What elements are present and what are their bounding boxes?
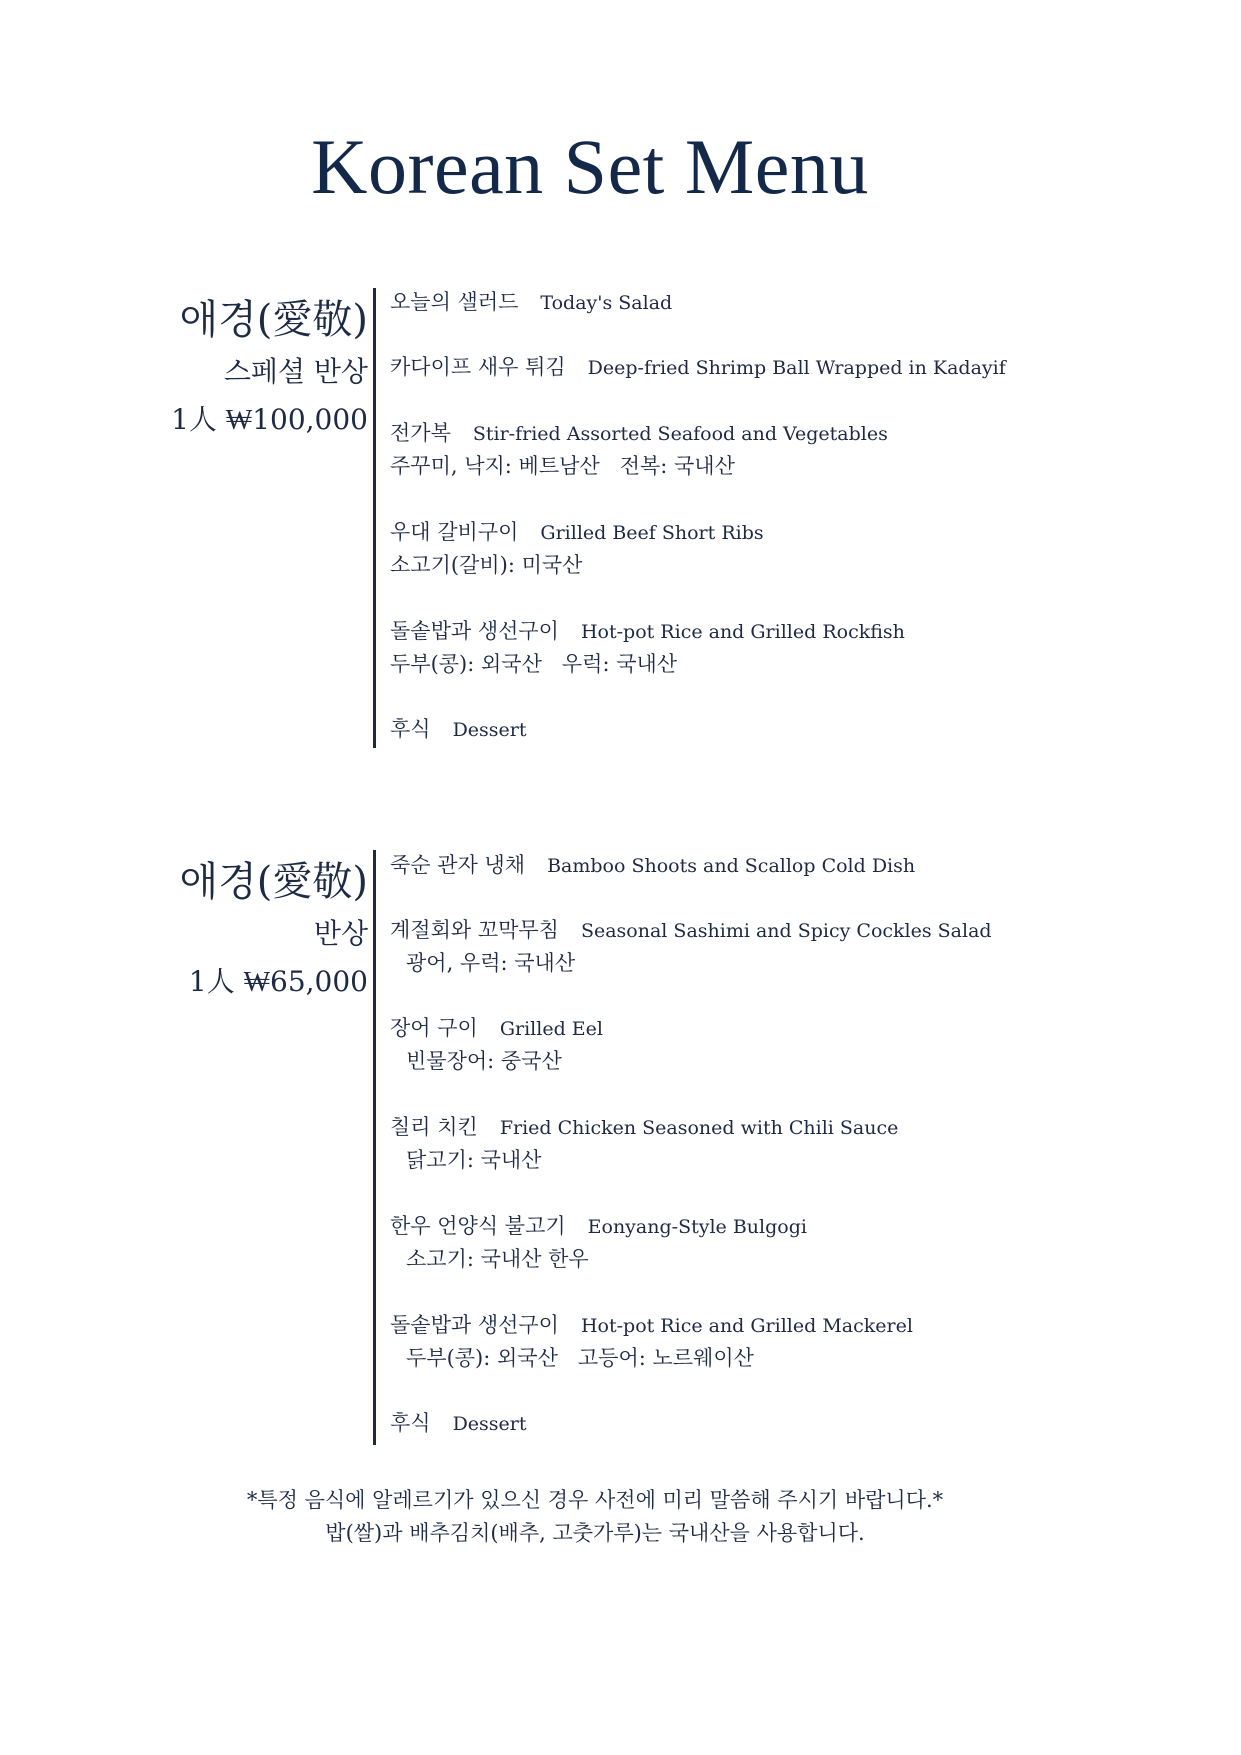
item-korean: 칠리 치킨 (390, 1115, 478, 1139)
menu-item (390, 918, 992, 976)
item-origin: 광어, 우럭: 국내산 (406, 951, 576, 976)
item-korean: 계절회와 꼬막무침 (390, 918, 559, 942)
set-price: 1人 ₩65,000 (188, 965, 368, 998)
menu-item (390, 355, 1006, 380)
item-english: Today's Salad (540, 292, 673, 314)
item-korean: 돌솥밥과 생선구이 (390, 619, 559, 643)
menu-item (390, 853, 915, 878)
item-english: Bamboo Shoots and Scallop Cold Dish (547, 855, 916, 877)
item-korean: 카다이프 새우 튀김 (390, 355, 566, 379)
item-english: Dessert (452, 719, 527, 741)
menu-item (390, 1411, 527, 1436)
menu-item (390, 1214, 807, 1272)
item-origin: 주꾸미, 낙지: 베트남산 전복: 국내산 (390, 454, 735, 479)
item-korean: 한우 언양식 불고기 (390, 1214, 566, 1238)
section-divider (373, 850, 376, 1445)
menu-item (390, 421, 888, 479)
set-header (130, 297, 368, 436)
set-subtitle: 반상 (313, 917, 368, 950)
menu-item (390, 1115, 898, 1173)
menu-item (390, 619, 905, 677)
allergy-notice: *특정 음식에 알레르기가 있으신 경우 사전에 미리 말씀해 주시기 바랍니다.* (246, 1488, 944, 1512)
item-origin: 소고기(갈비): 미국산 (390, 553, 583, 578)
menu-item (390, 1016, 603, 1074)
item-english: Hot-pot Rice and Grilled Mackerel (580, 1315, 913, 1337)
item-korean: 전가복 (390, 421, 451, 445)
item-origin: 닭고기: 국내산 (406, 1148, 542, 1173)
item-origin: 소고기: 국내산 한우 (406, 1247, 589, 1272)
item-origin: 두부(콩): 외국산 고등어: 노르웨이산 (406, 1346, 754, 1371)
footer-notes (0, 1484, 1190, 1549)
item-origin: 두부(콩): 외국산 우럭: 국내산 (390, 652, 678, 677)
set-name: 애경(愛敬) (179, 297, 368, 343)
item-korean: 장어 구이 (390, 1016, 478, 1040)
item-english: Fried Chicken Seasoned with Chili Sauce (499, 1117, 899, 1139)
origin-notice: 밥(쌀)과 배추김치(배추, 고춧가루)는 국내산을 사용합니다. (325, 1520, 865, 1545)
item-english: Grilled Eel (499, 1018, 603, 1040)
menu-item (390, 1313, 913, 1371)
set-header (130, 859, 368, 998)
item-english: Grilled Beef Short Ribs (540, 522, 764, 544)
set-price: 1人 ₩100,000 (171, 403, 368, 436)
item-korean: 죽순 관자 냉채 (390, 853, 526, 877)
menu-item (390, 290, 672, 315)
item-english: Hot-pot Rice and Grilled Rockfish (580, 621, 905, 643)
item-korean: 오늘의 샐러드 (390, 290, 519, 314)
set-name: 애경(愛敬) (179, 859, 368, 905)
section-divider (373, 288, 376, 748)
item-korean: 우대 갈비구이 (390, 520, 519, 544)
page-title: Korean Set Menu (311, 123, 869, 210)
item-english: Seasonal Sashimi and Spicy Cockles Salad (580, 920, 992, 942)
item-english: Stir-fried Assorted Seafood and Vegetables (472, 423, 888, 445)
menu-item (390, 717, 527, 742)
item-english: Deep-fried Shrimp Ball Wrapped in Kadayif (587, 357, 1006, 379)
item-korean: 돌솥밥과 생선구이 (390, 1313, 559, 1337)
item-english: Dessert (452, 1413, 527, 1435)
menu-item (390, 520, 764, 578)
item-origin: 빈물장어: 중국산 (406, 1049, 562, 1074)
set-subtitle: 스페셜 반상 (223, 355, 368, 388)
item-english: Eonyang-Style Bulgogi (587, 1216, 807, 1238)
item-korean: 후식 (390, 717, 431, 741)
item-korean: 후식 (390, 1411, 431, 1435)
